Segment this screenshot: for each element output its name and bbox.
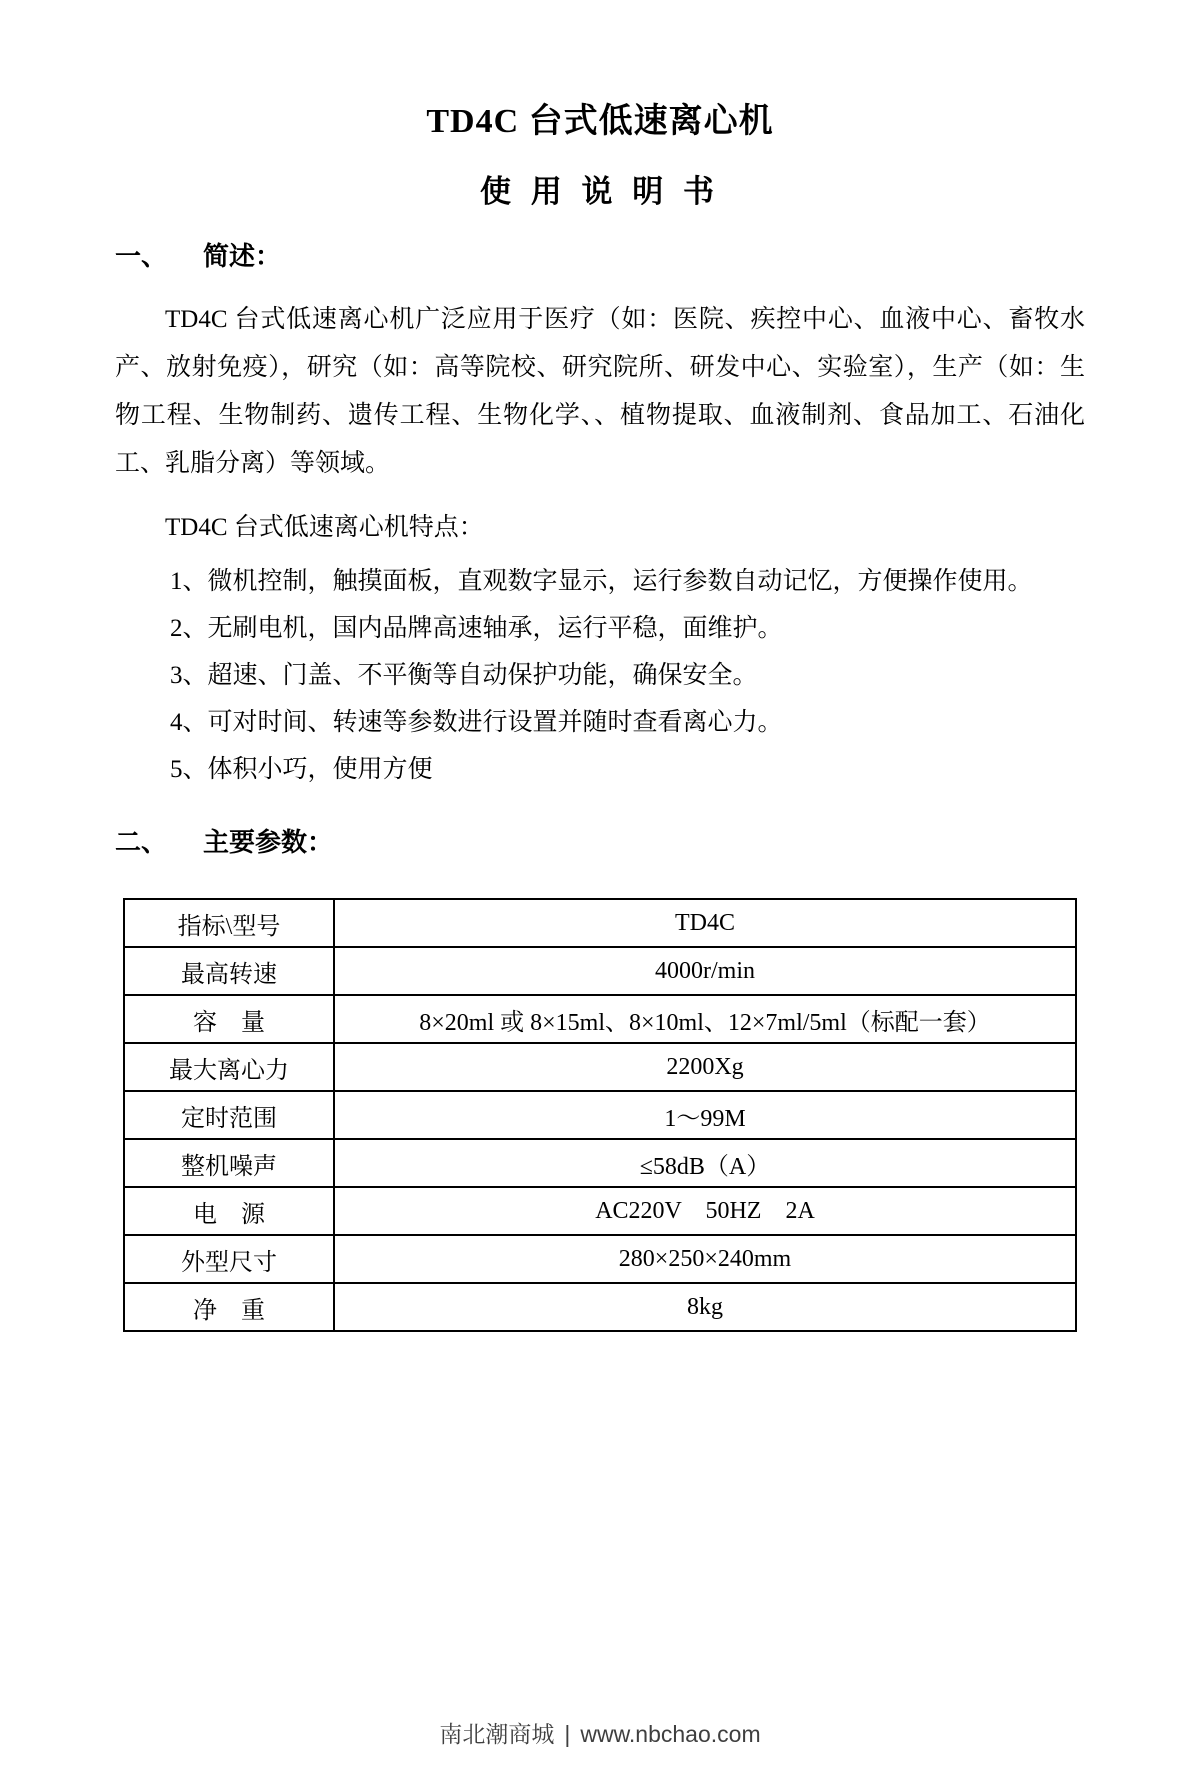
spec-row [124,1139,1076,1187]
footer-watermark [0,1716,1200,1749]
feature-item: 1、微机控制，触摸面板，直观数字显示，运行参数自动记忆，方便操作使用。 [170,568,1033,595]
spec-value-cell: AC220V 50HZ 2A [334,1187,1076,1235]
document-subtitle: 使 用 说 明 书 [480,174,720,209]
feature-item: 3、超速、门盖、不平衡等自动保护功能，确保安全。 [170,662,758,689]
overview-paragraph: TD4C 台式低速离心机广泛应用于医疗（如：医院、疾控中心、血液中心、畜牧水产、放射免疫），研究（如：高等院校、研究院所、研发中心、实验室），生产（如：生物工程、生物制药、遗传工程、生物化学、、植物提取、血液制剂、食品加工、石油化工、乳脂分离）等领域。 [115,306,1085,477]
spec-value-cell: 280×250×240mm [334,1235,1076,1283]
footer-url: www.nbchao.com [580,1721,761,1747]
spec-row [124,899,1076,947]
section-parameters-title: 主要参数： [203,828,334,857]
feature-item: 2、无刷电机，国内品牌高速轴承，运行平稳，面维护。 [170,615,783,642]
spec-label-cell: 整机噪声 [124,1139,334,1187]
footer-divider: | [564,1721,571,1747]
spec-label-cell: 电 源 [124,1187,334,1235]
spec-label-cell: 定时范围 [124,1091,334,1139]
spec-row [124,1235,1076,1283]
spec-label-cell: 容 量 [124,995,334,1043]
document-title: TD4C 台式低速离心机 [426,103,774,140]
spec-row [124,995,1076,1043]
section-overview-number: 一、 [115,242,168,271]
spec-value-cell: 2200Xg [334,1043,1076,1091]
manual-page [0,100,1200,1771]
features-intro: TD4C 台式低速离心机特点： [165,514,484,541]
spec-value-cell: TD4C [334,899,1076,947]
spec-value-cell: ≤58dB（A） [334,1139,1076,1187]
spec-row [124,1043,1076,1091]
spec-row [124,1283,1076,1331]
spec-row [124,1091,1076,1139]
spec-label-cell: 指标\型号 [124,899,334,947]
spec-value-cell: 8×20ml 或 8×15ml、8×10ml、12×7ml/5ml（标配一套） [334,995,1076,1043]
spec-row [124,947,1076,995]
section-parameters-heading [115,827,1085,858]
spec-label-cell: 最高转速 [124,947,334,995]
feature-item: 4、可对时间、转速等参数进行设置并随时查看离心力。 [170,709,783,736]
spec-value-cell: 1～99M [334,1091,1076,1139]
spec-table [123,898,1077,1332]
section-overview-heading [115,241,1085,272]
section-overview-title: 简述： [203,242,282,271]
spec-value-cell: 4000r/min [334,947,1076,995]
spec-label-cell: 净 重 [124,1283,334,1331]
footer-brand: 南北潮商城 [439,1721,555,1747]
features-list [115,558,1085,793]
spec-label-cell: 最大离心力 [124,1043,334,1091]
spec-label-cell: 外型尺寸 [124,1235,334,1283]
spec-value-cell: 8kg [334,1283,1076,1331]
section-parameters-number: 二、 [115,828,168,857]
feature-item: 5、体积小巧，使用方便 [170,756,433,783]
spec-row [124,1187,1076,1235]
